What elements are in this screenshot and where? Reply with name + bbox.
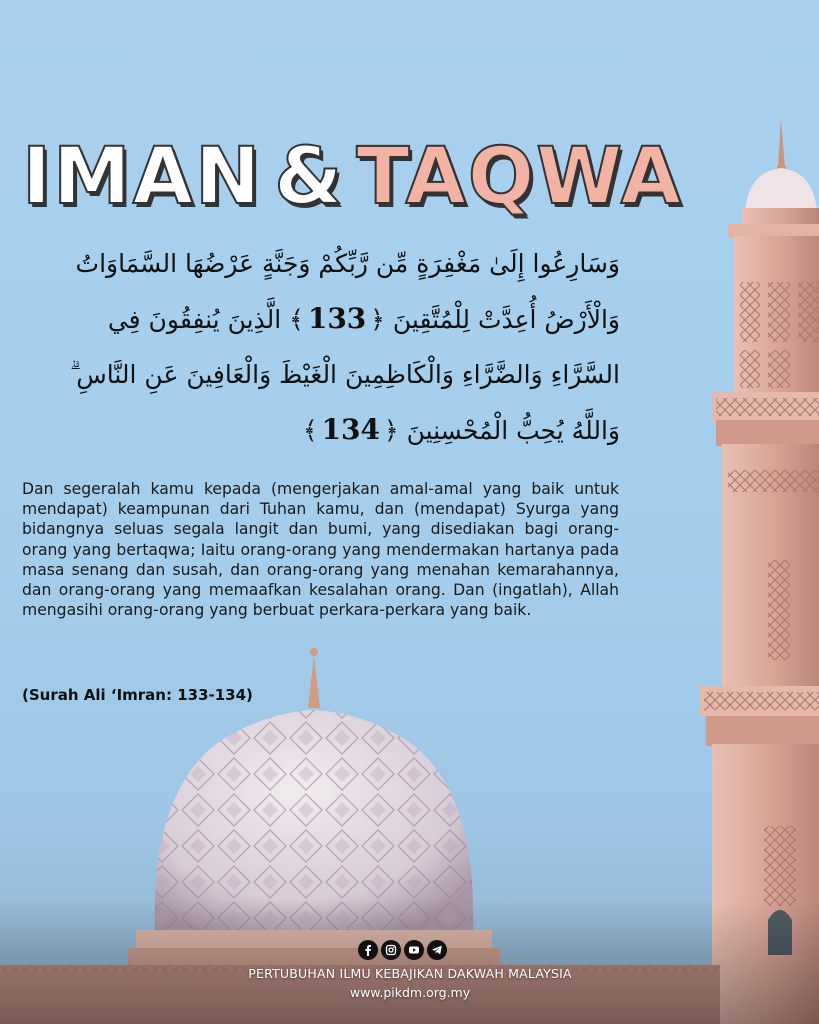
arabic-verse	[20, 236, 620, 458]
organization-name: PERTUBUHAN ILMU KEBAJIKAN DAKWAH MALAYSIA	[248, 966, 572, 981]
title-ampersand: &	[274, 132, 345, 222]
website-link[interactable]: www.pikdm.org.my	[349, 985, 471, 1000]
arabic-line-4	[20, 402, 620, 458]
page-title	[22, 122, 684, 232]
arabic-line-4-b: ﴾	[302, 416, 318, 445]
arabic-line-2	[20, 291, 620, 347]
arabic-line-2-a: وَالْأَرْضُ أُعِدَّتْ لِلْمُتَّقِينَ ﴿	[370, 305, 620, 334]
arabic-line-2-b: ﴾ الَّذِينَ يُنفِقُونَ فِي	[107, 305, 304, 334]
title-word-iman: IMAN	[22, 132, 263, 222]
minaret	[700, 118, 819, 1024]
title-word-taqwa: TAQWA	[356, 132, 684, 222]
facebook-icon[interactable]	[358, 940, 378, 960]
telegram-icon[interactable]	[427, 940, 447, 960]
translation-text: Dan segeralah kamu kepada (mengerjakan amal-amal yang baik untuk mendapat) keampunan dari Tuhan kamu, dan (mendapat) Syurga yang bidangnya seluas segala langit dan bumi, yang disediakan bagi orang-orang yang bertaqwa; Iaitu orang-orang yang mendermakan hartanya pada masa senang dan susah, dan orang-orang yang menahan kemarahannya, dan orang-orang yang memaafkan kesalahan orang. Dan (ingatlah), Allah mengasihi orang-orang yang berbuat perkara-perkara yang baik.	[22, 480, 619, 620]
verse-number-134: 134	[321, 413, 380, 446]
arabic-line-1: وَسَارِعُوا إِلَىٰ مَغْفِرَةٍ مِّن رَّبِّكُمْ وَجَنَّةٍ عَرْضُهَا السَّمَاوَاتُ	[75, 249, 620, 278]
verse-number-133: 133	[307, 302, 367, 335]
youtube-icon[interactable]	[404, 940, 424, 960]
verse-reference: (Surah Ali ‘Imran: 133-134)	[22, 686, 253, 704]
arabic-line-3: السَّرَّاءِ وَالضَّرَّاءِ وَالْكَاظِمِينَ الْغَيْظَ وَالْعَافِينَ عَنِ النَّاسِ ۗ	[69, 360, 620, 389]
arabic-line-4-a: وَاللَّهُ يُحِبُّ الْمُحْسِنِينَ ﴿	[383, 416, 620, 445]
instagram-icon[interactable]	[381, 940, 401, 960]
social-icons	[358, 940, 447, 960]
